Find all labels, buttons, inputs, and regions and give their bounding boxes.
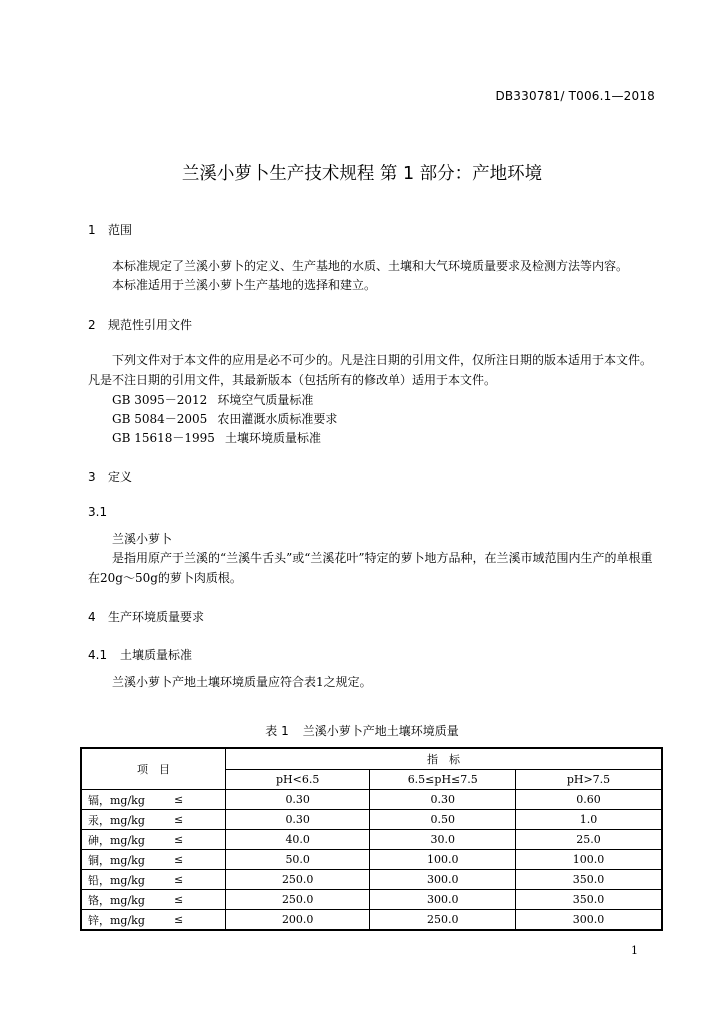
table-cell: 30.0 bbox=[370, 830, 516, 850]
table-cell: 0.30 bbox=[225, 790, 369, 810]
subsection-number: 4.1 bbox=[88, 648, 108, 662]
table-cell: 250.0 bbox=[370, 910, 516, 931]
table-row bbox=[81, 910, 662, 931]
table-cell: 50.0 bbox=[225, 850, 369, 870]
table-row bbox=[81, 850, 662, 870]
section-1-heading bbox=[88, 221, 132, 238]
section-number: 2 bbox=[88, 318, 96, 332]
section-2-heading bbox=[88, 316, 192, 333]
section-4-heading bbox=[88, 608, 204, 625]
table-cell: 0.30 bbox=[370, 790, 516, 810]
table-row bbox=[81, 810, 662, 830]
table-row-item: 锌，mg/kg ≤ bbox=[81, 910, 225, 931]
section-title: 定义 bbox=[108, 470, 133, 484]
subsection-4-1-heading bbox=[88, 646, 192, 663]
table-row-item: 铜，mg/kg ≤ bbox=[81, 850, 225, 870]
reference-code: GB 15618－1995 bbox=[112, 431, 215, 445]
table-cell: 350.0 bbox=[516, 870, 662, 890]
reference-code: GB 3095－2012 bbox=[112, 393, 208, 407]
table-col-header: pH>7.5 bbox=[516, 769, 662, 790]
table-cell: 200.0 bbox=[225, 910, 369, 931]
table-caption-title: 兰溪小萝卜产地土壤环境质量 bbox=[302, 724, 459, 738]
section-4-para-1: 兰溪小萝卜产地土壤环境质量应符合表1之规定。 bbox=[112, 675, 372, 689]
table-cell: 100.0 bbox=[516, 850, 662, 870]
term-definition: 是指用原产于兰溪的“兰溪牛舌头”或“兰溪花叶”特定的萝卜地方品种，在兰溪市域范围内生产的单根重在20g～50g的萝卜肉质根。 bbox=[88, 551, 653, 585]
table-cell: 40.0 bbox=[225, 830, 369, 850]
table-row-item: 铬，mg/kg ≤ bbox=[81, 890, 225, 910]
table-caption-number: 表 1 bbox=[265, 724, 289, 738]
section-title: 范围 bbox=[108, 223, 133, 237]
table-row bbox=[81, 830, 662, 850]
document-id: DB330781/ T006.1—2018 bbox=[495, 89, 655, 103]
section-number: 3 bbox=[88, 470, 96, 484]
subsection-title: 土壤质量标准 bbox=[120, 648, 193, 662]
table-cell: 350.0 bbox=[516, 890, 662, 910]
table-cell: 1.0 bbox=[516, 810, 662, 830]
table-cell: 300.0 bbox=[370, 890, 516, 910]
section-1-para-2: 本标准适用于兰溪小萝卜生产基地的选择和建立。 bbox=[112, 278, 377, 292]
table-col-header: pH<6.5 bbox=[225, 769, 369, 790]
table-caption bbox=[0, 722, 724, 739]
reference-name: 土壤环境质量标准 bbox=[224, 431, 321, 445]
table-cell: 250.0 bbox=[225, 890, 369, 910]
table-cell: 0.30 bbox=[225, 810, 369, 830]
table-cell: 0.50 bbox=[370, 810, 516, 830]
section-1-para-1: 本标准规定了兰溪小萝卜的定义、生产基地的水质、土壤和大气环境质量要求及检测方法等内容。 bbox=[112, 259, 629, 273]
table-row-item: 铅，mg/kg ≤ bbox=[81, 870, 225, 890]
section-title: 生产环境质量要求 bbox=[108, 610, 205, 624]
table-cell: 250.0 bbox=[225, 870, 369, 890]
table-row-item: 镉，mg/kg ≤ bbox=[81, 790, 225, 810]
reference-item bbox=[112, 429, 321, 446]
table-header-index: 指 标 bbox=[225, 748, 662, 769]
term-name: 兰溪小萝卜 bbox=[112, 532, 173, 546]
reference-item bbox=[112, 391, 313, 408]
soil-quality-table bbox=[80, 747, 663, 931]
table-cell: 300.0 bbox=[370, 870, 516, 890]
page-title: 兰溪小萝卜生产技术规程 第 1 部分：产地环境 bbox=[181, 164, 543, 184]
table-cell: 300.0 bbox=[516, 910, 662, 931]
table-row bbox=[81, 790, 662, 810]
section-3-heading bbox=[88, 468, 132, 485]
section-title: 规范性引用文件 bbox=[108, 318, 193, 332]
subsection-3-1-number: 3.1 bbox=[88, 505, 108, 519]
table-header-item: 项 目 bbox=[81, 748, 225, 790]
table-col-header: 6.5≤pH≤7.5 bbox=[370, 769, 516, 790]
table-cell: 25.0 bbox=[516, 830, 662, 850]
reference-name: 环境空气质量标准 bbox=[217, 393, 314, 407]
reference-name: 农田灌溉水质标准要求 bbox=[217, 412, 338, 426]
table-cell: 0.60 bbox=[516, 790, 662, 810]
table-row bbox=[81, 890, 662, 910]
section-2-para-1: 下列文件对于本文件的应用是必不可少的。凡是注日期的引用文件，仅所注日期的版本适用于本文件。凡是不注日期的引用文件，其最新版本（包括所有的修改单）适用于本文件。 bbox=[88, 353, 653, 387]
table-cell: 100.0 bbox=[370, 850, 516, 870]
section-number: 1 bbox=[88, 223, 96, 237]
table-row-item: 砷，mg/kg ≤ bbox=[81, 830, 225, 850]
reference-code: GB 5084－2005 bbox=[112, 412, 208, 426]
reference-item bbox=[112, 410, 337, 427]
page-number: 1 bbox=[631, 944, 638, 957]
table-row-item: 汞，mg/kg ≤ bbox=[81, 810, 225, 830]
section-number: 4 bbox=[88, 610, 96, 624]
table-row bbox=[81, 870, 662, 890]
